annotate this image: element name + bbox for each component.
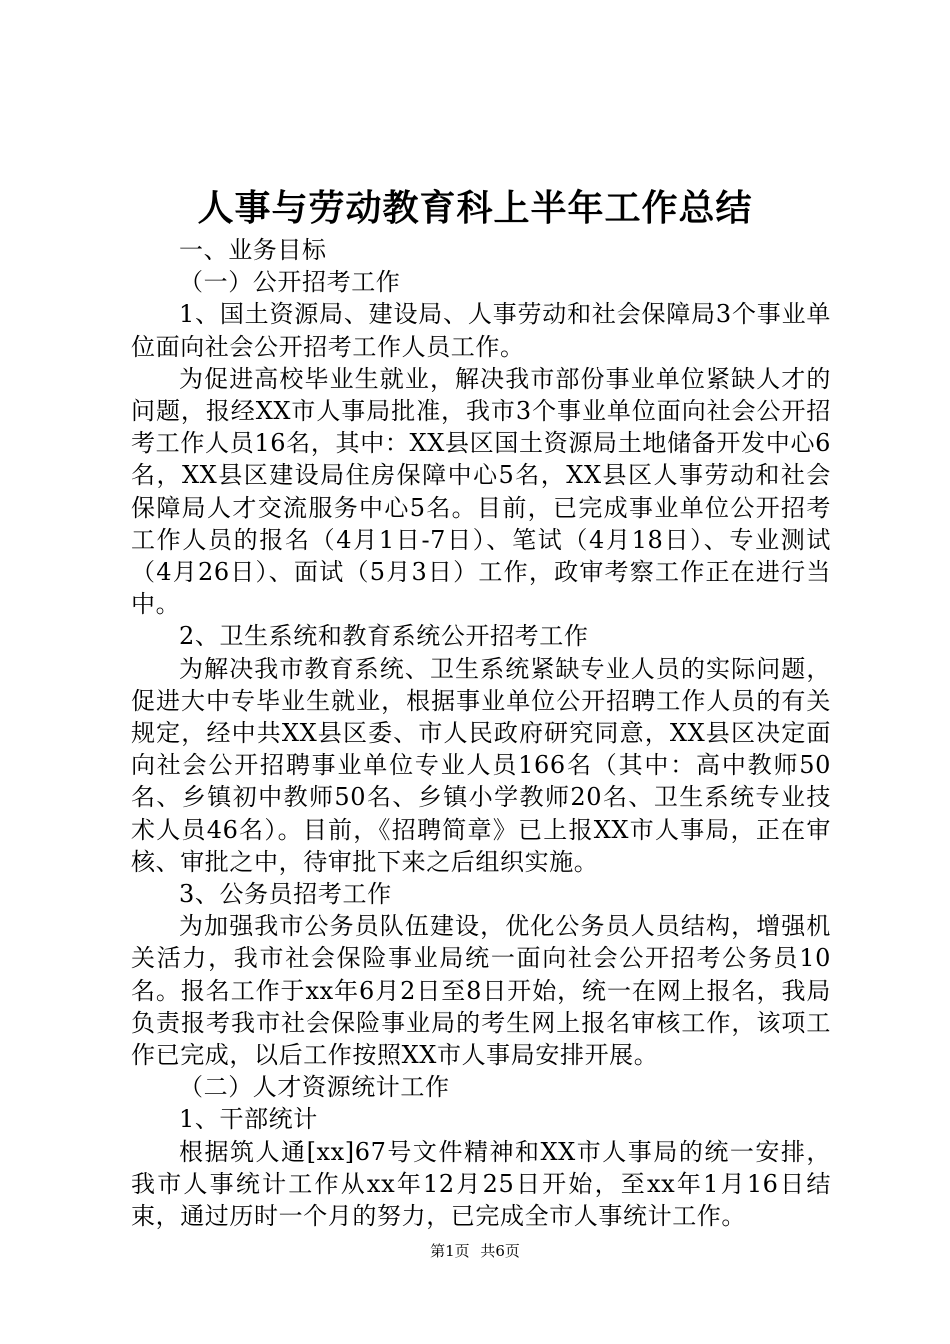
section-heading: 一、业务目标 — [179, 236, 327, 264]
page-number: 第1页 — [430, 1242, 470, 1260]
body-paragraph: 为促进高校毕业生就业，解决我市部份事业单位紧缺人才的问题，报经XX市人事局批准，我市3个事业单位面向社会公开招考工作人员16名，其中：XX县区国土资源局土地储备开发中心6名，XX县区建设局住房保障中心5名，XX县区人事劳动和社会保障局人才交流服务中心5名。目前，已完成事业单位公开招考工作人员的报名（4月1日-7日）、笔试（4月18日）、专业测试（4月26日）、面试（5月3日）工作，政审考察工作正在进行当中。 — [131, 364, 831, 619]
item-heading: 1、国土资源局、建设局、人事劳动和社会保障局3个事业单位面向社会公开招考工作人员工作。 — [131, 300, 831, 361]
body-paragraph: 根据筑人通[xx]67号文件精神和XX市人事局的统一安排，我市人事统计工作从xx年12月25日开始，至xx年1月16日结束，通过历时一个月的努力，已完成全市人事统计工作。 — [131, 1137, 831, 1231]
subsection-heading: （二）人才资源统计工作 — [179, 1073, 450, 1102]
page-total: 共6页 — [480, 1242, 520, 1260]
page-footer — [0, 1241, 950, 1261]
body-paragraph: 为加强我市公务员队伍建设，优化公务员人员结构，增强机关活力，我市社会保险事业局统一面向社会公开招考公务员10名。报名工作于xx年6月2日至8日开始，统一在网上报名，我局负责报考我市社会保险事业局的考生网上报名审核工作，该项工作已完成，以后工作按照XX市人事局安排开展。 — [131, 912, 831, 1070]
item-heading: 3、公务员招考工作 — [179, 880, 392, 909]
document-body — [131, 234, 831, 1232]
item-heading: 1、干部统计 — [179, 1105, 318, 1134]
document-title: 人事与劳动教育科上半年工作总结 — [197, 187, 753, 229]
subsection-heading: （一）公开招考工作 — [179, 268, 401, 297]
item-heading: 2、卫生系统和教育系统公开招考工作 — [179, 622, 589, 651]
body-paragraph: 为解决我市教育系统、卫生系统紧缺专业人员的实际问题，促进大中专毕业生就业，根据事业单位公开招聘工作人员的有关规定，经中共XX县区委、市人民政府研究同意，XX县区决定面向社会公开招聘事业单位专业人员166名（其中：高中教师50名、乡镇初中教师50名、乡镇小学教师20名、卫生系统专业技术人员46名）。目前，《招聘简章》已上报XX市人事局，正在审核、审批之中，待审批下来之后组织实施。 — [131, 654, 831, 876]
